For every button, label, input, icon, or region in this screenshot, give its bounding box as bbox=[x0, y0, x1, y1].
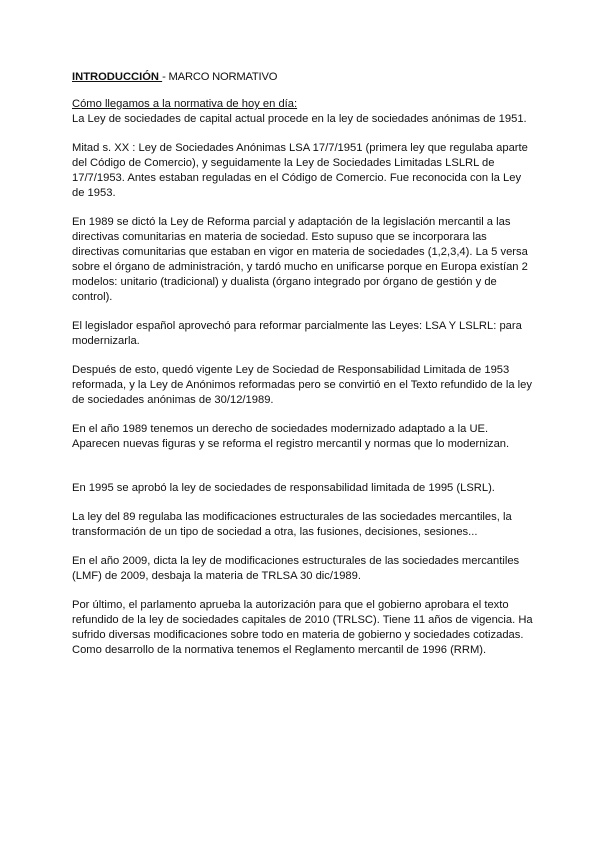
document-page bbox=[72, 70, 534, 672]
paragraph-2: Mitad s. XX : Ley de Sociedades Anónimas LSA 17/7/1951 (primera ley que regulaba aparte del Código de Comercio), y seguidamente la Ley de Sociedades Limitadas LSLRL de 17/7/1953. Antes estaban reguladas en el Código de Comercio. Fue reconocida con la Ley de 1953. bbox=[72, 142, 528, 199]
paragraph-8: La ley del 89 regulaba las modificaciones estructurales de las sociedades mercantiles, la transformación de un tipo de sociedad a otra, las fusiones, decisiones, sesiones... bbox=[72, 511, 512, 538]
paragraph-4: El legislador español aprovechó para reformar parcialmente las Leyes: LSA Y LSLRL: para modernizarla. bbox=[72, 320, 522, 347]
paragraph-7: En 1995 se aprobó la ley de sociedades de responsabilidad limitada de 1995 (LSRL). bbox=[72, 482, 495, 494]
paragraph-1: La Ley de sociedades de capital actual procede en la ley de sociedades anónimas de 1951. bbox=[72, 113, 527, 125]
subheading: Cómo llegamos a la normativa de hoy en día: bbox=[72, 98, 298, 110]
blank-line bbox=[72, 466, 534, 481]
title-rest: - MARCO NORMATIVO bbox=[162, 71, 278, 83]
paragraph-5: Después de esto, quedó vigente Ley de Sociedad de Responsabilidad Limitada de 1953 reformada, y la Ley de Anónimos reformadas pero se convirtió en el Texto refundido de la ley de sociedades anónimas de 30/12/1989. bbox=[72, 364, 532, 406]
document-title bbox=[72, 70, 534, 85]
paragraph-3: En 1989 se dictó la Ley de Reforma parcial y adaptación de la legislación mercantil a las directivas comunitarias en materia de sociedad. Esto supuso que se incorporara las directivas comunitarias que estaban en vigor en materia de sociedades (1,2,3,4). La 5 versa sobre el órgano de administración, y tardó mucho en unificarse porque en Europa existían 2 modelos: unitario (tradicional) y dualista (órgano integrado por órgano de gestión y de control). bbox=[72, 216, 528, 303]
paragraph-10: Por último, el parlamento aprueba la autorización para que el gobierno aprobara el texto refundido de la ley de sociedades capitales de 2010 (TRLSC). Tiene 11 años de vigencia. Ha sufrido diversas modificaciones sobre todo en materia de gobierno y sociedades cotizadas. Como desarrollo de la normativa tenemos el Reglamento mercantil de 1996 (RRM). bbox=[72, 599, 533, 656]
paragraph-9: En el año 2009, dicta la ley de modificaciones estructurales de las sociedades mercantiles (LMF) de 2009, desbaja la materia de TRLSA 30 dic/1989. bbox=[72, 555, 520, 582]
title-bold: INTRODUCCIÓN bbox=[72, 71, 163, 83]
paragraph-6: En el año 1989 tenemos un derecho de sociedades modernizado adaptado a la UE. Aparecen nuevas figuras y se reforma el registro mercantil y normas que lo modernizan. bbox=[72, 423, 510, 450]
